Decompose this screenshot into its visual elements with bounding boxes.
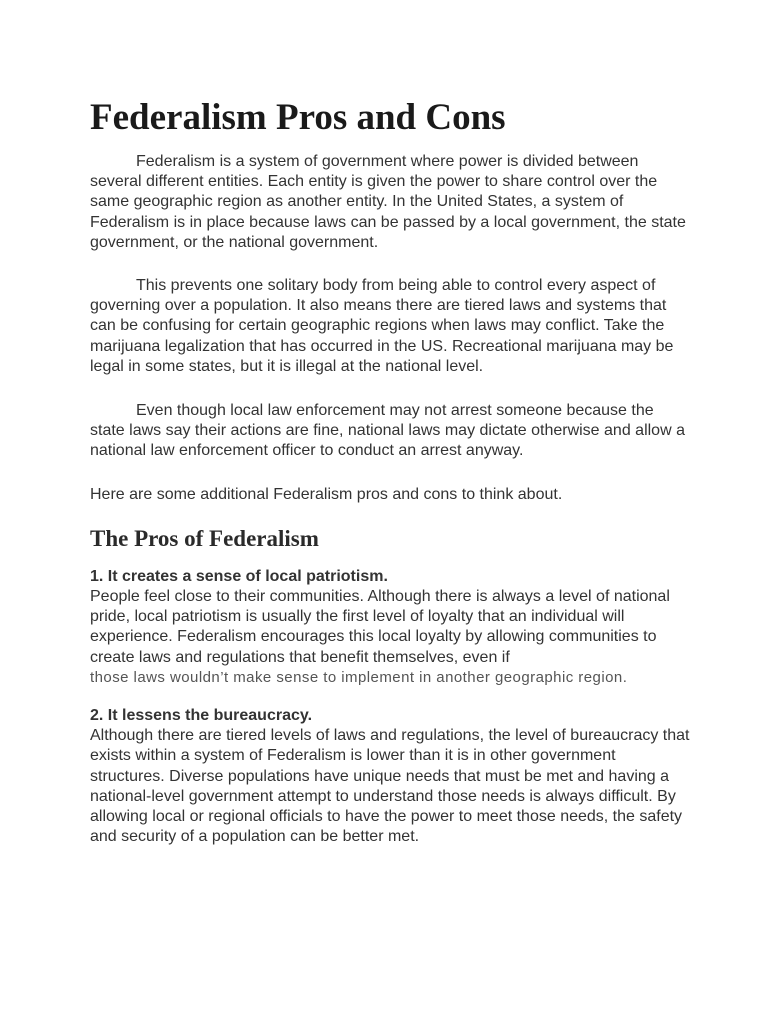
pros-item-1-heading: 1. It creates a sense of local patriotism. xyxy=(90,567,388,585)
pros-item-2 xyxy=(90,706,690,847)
lead-in-paragraph: Here are some additional Federalism pros and cons to think about. xyxy=(90,485,563,503)
pros-item-1 xyxy=(90,567,690,688)
document-page xyxy=(90,0,690,847)
pros-item-1-body xyxy=(90,587,690,688)
pros-item-1-body-tail: those laws wouldn’t make sense to implement in another geographic region. xyxy=(90,668,628,686)
pros-section-heading: The Pros of Federalism xyxy=(90,525,319,551)
page-title: Federalism Pros and Cons xyxy=(90,97,506,138)
intro-paragraph-2: This prevents one solitary body from being able to control every aspect of governing over a population. It also means there are tiered laws and systems that can be confusing for certain geographic regions when laws may conflict. Take the marijuana legalization that has occurred in the US. Recreational marijuana may be legal in some states, but it is illegal at the national level. xyxy=(90,277,674,375)
intro-paragraph-1: Federalism is a system of government where power is divided between several different entities. Each entity is given the power to share control over the same geographic region as another entity. In the United States, a system of Federalism is in place because laws can be passed by a local government, the state government, or the national government. xyxy=(90,153,686,251)
intro-paragraph-3: Even though local law enforcement may not arrest someone because the state laws say their actions are fine, national laws may dictate otherwise and allow a national law enforcement officer to conduct an arrest anyway. xyxy=(90,402,685,460)
pros-item-2-body: Although there are tiered levels of laws and regulations, the level of bureaucracy that exists within a system of Federalism is lower than it is in other government structures. Diverse populations have unique needs that must be met and having a national-level government attempt to understand those needs is always difficult. By allowing local or regional officials to have the power to meet those needs, the safety and security of a population can be better met. xyxy=(90,727,690,846)
pros-item-2-heading: 2. It lessens the bureaucracy. xyxy=(90,707,313,725)
pros-item-1-body-text: People feel close to their communities. Although there is always a level of national pride, local patriotism is usually the first level of loyalty that an individual will experience. Federalism encourages this local loyalty by allowing communities to create laws and regulations that benefit themselves, even if xyxy=(90,588,670,666)
